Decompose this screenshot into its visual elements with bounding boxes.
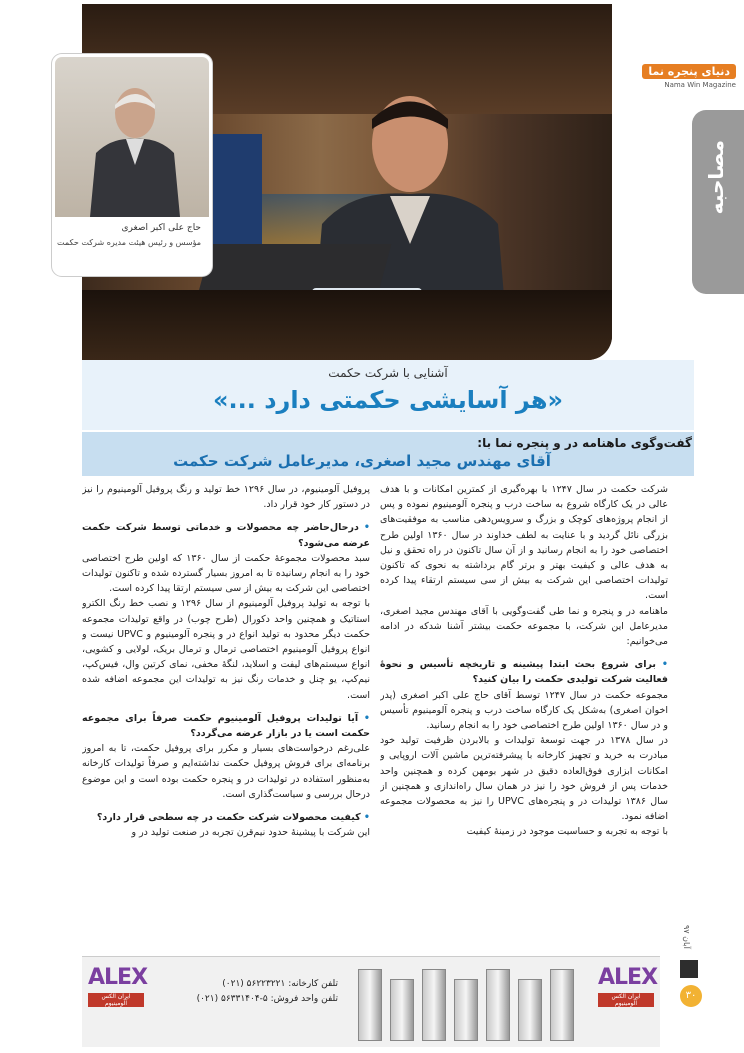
issue-date: آبان ۹۷ [682,925,691,949]
founder-inset [52,54,212,276]
magazine-logo [586,60,736,89]
alex-brand-left: ALEX [88,965,148,990]
logo-text: دنیای پنجره نما [642,64,736,79]
founder-name: حاج علی اکبر اصغری [121,223,201,233]
alex-sub-left: ایران الکس آلومینیوم [88,993,144,1007]
alex-sub-right: ایران الکس آلومینیوم [598,993,654,1007]
question-paragraph: • کیفیت محصولات شرکت حکمت در چه سطحی قرار دارد؟ [82,810,370,825]
question-paragraph: • درحال‌حاضر چه محصولات و خدماتی توسط شرکت حکمت عرضه می‌شود؟ [82,520,370,550]
body-paragraph: سبد محصولات مجموعهٔ حکمت از سال ۱۳۶۰ که اولین طرح اختصاصی خود را به انجام رسانیده تا به امروز بسیار گسترده شده و تاکنون تولیدات اختصاصی این شرکت به بیش از سی سیستم ارتقا پیدا کرده است. [82,552,370,595]
founder-figure [90,75,180,217]
section-tab-label: مصاحبه [704,140,728,215]
profile-sample [390,979,414,1041]
profile-sample [422,969,446,1041]
article-subtitle-name: آقای مهندس مجید اصغری، مدیرعامل شرکت حکمت [173,452,551,470]
section-tab [692,110,744,294]
logo-subtitle: Nama Win Magazine [664,81,736,89]
alex-logo-right [598,965,658,1009]
profile-sample [358,969,382,1041]
question-paragraph: • آیا تولیدات پروفیل آلومینیوم حکمت صرفاً برای مجموعه حکمت است یا در بازار عرضه می‌گردد؟ [82,711,370,741]
profile-sample [454,979,478,1041]
desk [82,290,612,360]
article-column-right [380,482,668,948]
phone-sales: تلفن واحد فروش: ۵-۵۶۳۳۱۴۰۴ (۰۲۱) [196,994,338,1004]
profile-sample [550,969,574,1041]
page-number: ۳۰ [680,985,702,1007]
body-paragraph: با توجه به تجربه و حساسیت موجود در زمینهٔ کیفیت [466,826,668,838]
window-icon [680,960,698,978]
body-paragraph: ماهنامه در و پنجره و نما طی گفت‌وگویی با آقای مهندس مجید اصغری، مدیرعامل این شرکت، با مجموعه حکمت بیشتر آشنا شدکه در ادامه می‌خوانیم: [380,605,668,648]
body-paragraph: این شرکت با پیشینهٔ حدود نیم‌قرن تجربه در صنعت تولید در و [131,827,370,839]
body-paragraph: در سال ۱۳۷۸ در جهت توسعهٔ تولیدات و بالابردن ظرفیت تولید خود مبادرت به خرید و تجهیز کارخانه با پیشرفته‌ترین ماشین آلات اروپایی و امکانات ابزاری فوق‌العاده دقیق در شهر بومهن کرده و همچنین واحد خدمات پس از فروش خود را نیز در همان سال راه‌اندازی و همچنین از سال ۱۳۸۶ تولیدات در و پنجره‌های UPVC را نیز به محصولات مجموعه اضافه نمود. [380,735,668,823]
article-column-left [82,482,370,948]
body-paragraph: با توجه به تولید پروفیل آلومینیوم از سال ۱۲۹۶ و نصب خط رنگ الکترو استاتیک و همچنین واحد دکورال (طرح چوب) در واقع تولیدات مجموعه حکمت دیگر محدود به تولید انواع در و پنجره آلومینیوم و UPVC نیست و انواع پروفیل آلومینیوم اختصاصی ترمال و ترمال بریک، لولایی و کشویی، انواع سیستم‌های لیفت و اسلاید، لنگهٔ مخفی، نمای کرتین وال، فیس‌کپ، نیم‌کپ، یو چنل و خدمات رنگ نیز به تولیدات این مجموعه اضافه شده است. [82,598,370,701]
profile-samples [344,961,588,1041]
question-paragraph: • برای شروع بحث ابتدا پیشینه و تاریخچه تأسیس و نحوهٔ فعالیت شرکت تولیدی حکمت را بیان کنید؟ [380,657,668,687]
body-paragraph: شرکت حکمت در سال ۱۲۴۷ با بهره‌گیری از کمترین امکانات و با هدف عالی در یک کارگاه شروع به ساخت درب و پنجره آلومینیوم نموده و پس از انجام پروژه‌های کوچک و بزرگ و سرویس‌دهی مناسب به موفقیت‌های بزرگی نائل گردید و با عنایت به لطف خداوند در سال ۱۳۶۰ اولین طرح اختصاصی خود را به انجام رسانید و از آن سال تاکنون در راه تحقق و نیل به هدف عالی و کیفیت بهتر و برتر گام برداشته به نحوی که تاکنون تولیدات اختصاصی این شرکت به بیش از سی سیستم ارتقاء پیدا کرده است. [380,484,668,602]
contact-phones [148,977,338,1007]
alex-logo-left [88,965,148,1009]
article-title: «هر آسایشی حکمتی دارد ...» [212,386,563,414]
profile-sample [518,979,542,1041]
article-kicker: آشنایی با شرکت حکمت [328,366,448,380]
profile-sample [486,969,510,1041]
founder-photo [55,57,209,217]
body-paragraph: مجموعه حکمت در سال ۱۲۴۷ توسط آقای حاج علی اکبر اصغری (پدر اخوان اصغری) به‌شکل یک کارگاه ساخت درب و پنجره آلومینیوم تأسیس و در سال ۱۳۶۰ اولین طرح اختصاصی خود را به انجام رسانید. [380,689,668,732]
body-paragraph: علی‌رغم درخواست‌های بسیار و مکرر برای پروفیل حکمت، تا به امروز برنامه‌ای برای فروش پروفیل حکمت نداشته‌ایم و صرفاً تولیدات کارخانه به‌منظور استفاده در تولیدات در و پنجره حکمت بوده است و این موضوع درحال بررسی و سیاست‌گذاری است. [82,743,370,800]
article-subtitle-intro: گفت‌وگوی ماهنامه در و پنجره نما با: [477,436,692,450]
founder-role: مؤسس و رئیس هیئت مدیره شرکت حکمت [57,238,201,247]
alex-brand-right: ALEX [598,965,658,990]
phone-factory: تلفن کارخانه: ۵۶۲۲۳۲۲۱ (۰۲۱) [222,979,338,989]
advertisement-footer [82,956,660,1047]
company-banner [212,134,262,254]
body-paragraph: پروفیل آلومینیوم، در سال ۱۲۹۶ خط تولید و رنگ پروفیل آلومینیوم را نیز در دستور کار خود قرار داد. [82,484,370,511]
